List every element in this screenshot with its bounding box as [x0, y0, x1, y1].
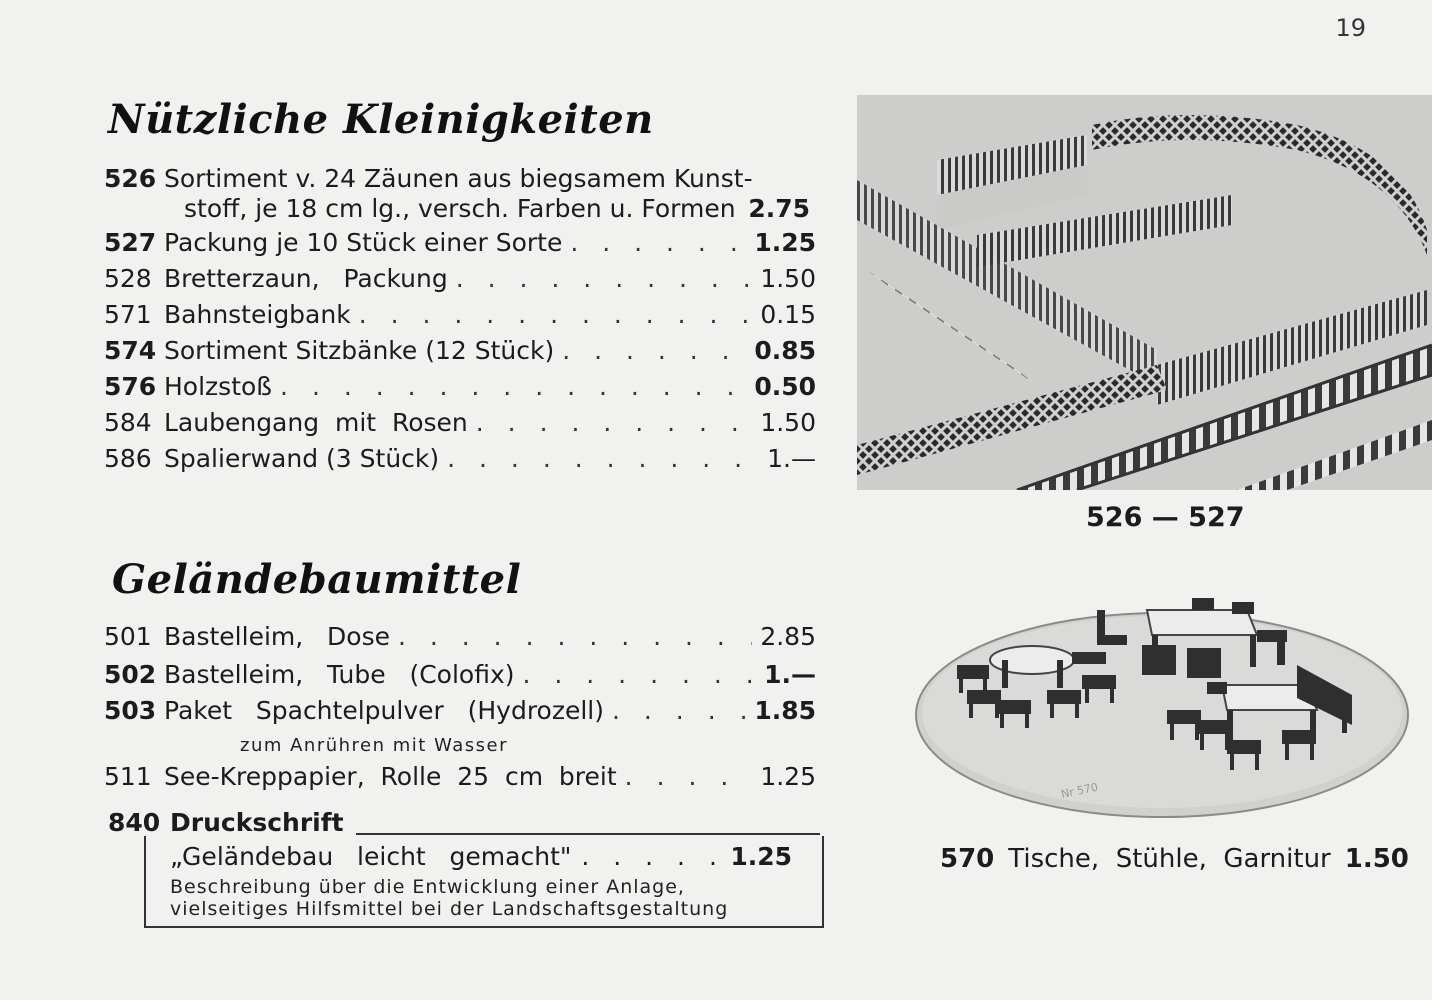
item-price: 0.15	[760, 300, 816, 329]
leader-dots	[612, 696, 746, 725]
item-description: Bahnsteigbank	[164, 300, 351, 329]
item-501	[104, 622, 816, 656]
item-price: 1.25	[760, 762, 816, 791]
section-title-kleinigkeiten: Nützliche Kleinigkeiten	[108, 96, 654, 143]
item-price: 1.25	[754, 228, 816, 257]
druckschrift-price: 1.25	[730, 842, 792, 871]
figure-caption-526-527: 526 — 527	[1086, 502, 1245, 533]
item-number: 527	[104, 228, 157, 257]
item-description: Laubengang mit Rosen	[164, 408, 468, 437]
item-number: 503	[104, 696, 157, 725]
item-526	[104, 164, 816, 193]
leader-dots	[523, 660, 757, 689]
divider-line	[356, 833, 820, 835]
druckschrift-label: Druckschrift	[170, 808, 344, 837]
item-description: Sortiment v. 24 Zäunen aus biegsamem Kunst-	[164, 164, 753, 193]
item-503	[104, 696, 816, 730]
item-number: 501	[104, 622, 152, 651]
druckschrift-title: „Geländebau leicht gemacht"	[170, 842, 572, 871]
item-number: 571	[104, 300, 152, 329]
item-503-note: zum Anrühren mit Wasser	[240, 735, 508, 756]
item-price: 1.—	[764, 660, 816, 689]
item-description-cont: stoff, je 18 cm lg., versch. Farben u. Formen	[184, 194, 736, 223]
item-number: 528	[104, 264, 152, 293]
leader-dots	[447, 444, 759, 473]
item-number: 840	[108, 808, 161, 837]
leader-dots	[570, 228, 746, 257]
item-number: 576	[104, 372, 157, 401]
item-description: Bastelleim, Tube (Colofix)	[164, 660, 515, 689]
leader-dots	[625, 762, 753, 791]
photo-tables-chairs-570	[912, 590, 1412, 825]
description-line: Beschreibung über die Entwicklung einer Anlage,	[170, 876, 685, 898]
item-number: 526	[104, 164, 157, 193]
item-description: Sortiment Sitzbänke (12 Stück)	[164, 336, 555, 365]
item-description: Bastelleim, Dose	[164, 622, 390, 651]
item-price: 1.50	[760, 408, 816, 437]
item-840	[108, 808, 344, 837]
leader-dots	[562, 336, 746, 365]
item-number: 584	[104, 408, 152, 437]
druckschrift-title-row	[170, 842, 792, 871]
item-price: 0.50	[754, 372, 816, 401]
description-line: vielseitiges Hilfsmittel bei der Landschaftsgestaltung	[170, 898, 729, 920]
page-number: 19	[1335, 14, 1366, 42]
item-574	[104, 336, 816, 370]
item-527	[104, 228, 816, 262]
leader-dots	[581, 842, 720, 871]
item-price: 1.—	[767, 444, 816, 473]
item-number: 502	[104, 660, 157, 689]
item-528	[104, 264, 816, 298]
item-number: 586	[104, 444, 152, 473]
item-number: 511	[104, 762, 152, 791]
item-price: 1.50	[760, 264, 816, 293]
item-description: Paket Spachtelpulver (Hydrozell)	[164, 696, 605, 725]
item-description: Spalierwand (3 Stück)	[164, 444, 440, 473]
leader-dots	[359, 300, 753, 329]
item-price: 1.85	[754, 696, 816, 725]
figure-caption-570	[940, 844, 1409, 874]
item-price: 0.85	[754, 336, 816, 365]
item-584	[104, 408, 816, 442]
item-description: Holzstoß	[164, 372, 273, 401]
leader-dots	[398, 622, 752, 651]
figure-price: 1.50	[1344, 844, 1409, 874]
item-576	[104, 372, 816, 406]
svg-text:Nr 570: Nr 570	[1059, 780, 1100, 801]
leader-dots	[280, 372, 746, 401]
item-502	[104, 660, 816, 694]
druckschrift-box	[144, 836, 824, 928]
section-title-gelaendebaumittel: Geländebaumittel	[112, 556, 522, 603]
druckschrift-description	[170, 876, 728, 920]
photo-fences-526-527	[857, 95, 1432, 490]
item-586	[104, 444, 816, 478]
item-price: 2.85	[760, 622, 816, 651]
leader-dots	[476, 408, 753, 437]
item-511	[104, 762, 816, 796]
item-description: Bretterzaun, Packung	[164, 264, 448, 293]
item-number: 574	[104, 336, 157, 365]
leader-dots	[456, 264, 753, 293]
item-description: Packung je 10 Stück einer Sorte	[164, 228, 563, 257]
figure-item-number: 570	[940, 844, 995, 874]
figure-caption-text: Tische, Stühle, Garnitur	[1008, 844, 1331, 874]
item-526-line2	[184, 194, 810, 223]
item-price: 2.75	[748, 194, 810, 223]
item-description: See-Kreppapier, Rolle 25 cm breit	[164, 762, 617, 791]
item-571	[104, 300, 816, 334]
